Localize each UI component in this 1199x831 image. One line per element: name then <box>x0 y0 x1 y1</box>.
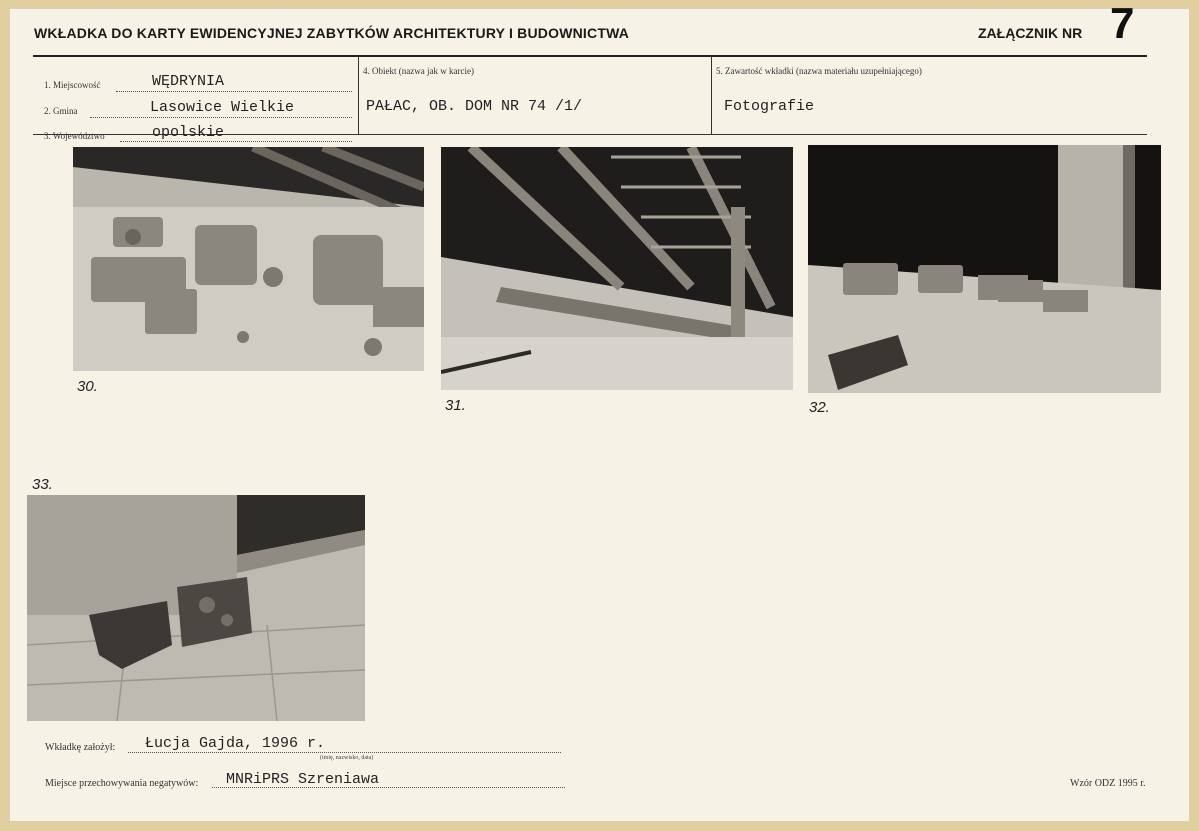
photo-33 <box>27 495 365 721</box>
photo-31-number: 31. <box>445 397 466 414</box>
author-dots <box>128 752 561 753</box>
photo-30 <box>73 147 424 371</box>
wojewodztwo-value: opolskie <box>152 124 225 141</box>
attachment-number: 7 <box>1110 0 1135 48</box>
header-rule <box>33 55 1147 57</box>
miejscowosc-label: 1. Miejscowość <box>44 80 101 90</box>
author-note: (imię, nazwisko, data) <box>320 755 374 761</box>
author-label: Wkładkę założył: <box>45 742 116 753</box>
photo-33-number: 33. <box>32 476 53 493</box>
wojewodztwo-label: 3. Województwo <box>44 131 105 141</box>
obiekt-value: PAŁAC, OB. DOM NR 74 /1/ <box>366 98 583 115</box>
gmina-value: Lasowice Wielkie <box>150 99 295 116</box>
attachment-label: ZAŁĄCZNIK NR <box>978 25 1083 41</box>
wojewodztwo-dots <box>120 141 352 142</box>
photo-30-number: 30. <box>77 378 98 395</box>
template-label: Wzór ODZ 1995 r. <box>1070 778 1146 789</box>
storage-value: MNRiPRS Szreniawa <box>226 771 380 788</box>
zawartosc-value: Fotografie <box>724 98 815 115</box>
storage-label: Miejsce przechowywania negatywów: <box>45 778 199 789</box>
document-title: WKŁADKA DO KARTY EWIDENCYJNEJ ZABYTKÓW ARCHITEKTURY I BUDOWNICTWA <box>34 25 630 41</box>
miejscowosc-value: WĘDRYNIA <box>152 73 225 90</box>
photo-32-number: 32. <box>809 399 830 416</box>
author-value: Łucja Gajda, 1996 r. <box>145 735 326 752</box>
obiekt-label: 4. Obiekt (nazwa jak w karcie) <box>363 66 474 76</box>
zawartosc-label: 5. Zawartość wkładki (nazwa materiału uzupełniającego) <box>716 66 922 76</box>
field-divider <box>358 56 359 135</box>
field-divider <box>711 56 712 135</box>
gmina-label: 2. Gmina <box>44 106 78 116</box>
miejscowosc-dots <box>116 91 352 92</box>
photo-32 <box>808 145 1161 393</box>
gmina-dots <box>90 117 352 118</box>
photo-31 <box>441 147 793 390</box>
